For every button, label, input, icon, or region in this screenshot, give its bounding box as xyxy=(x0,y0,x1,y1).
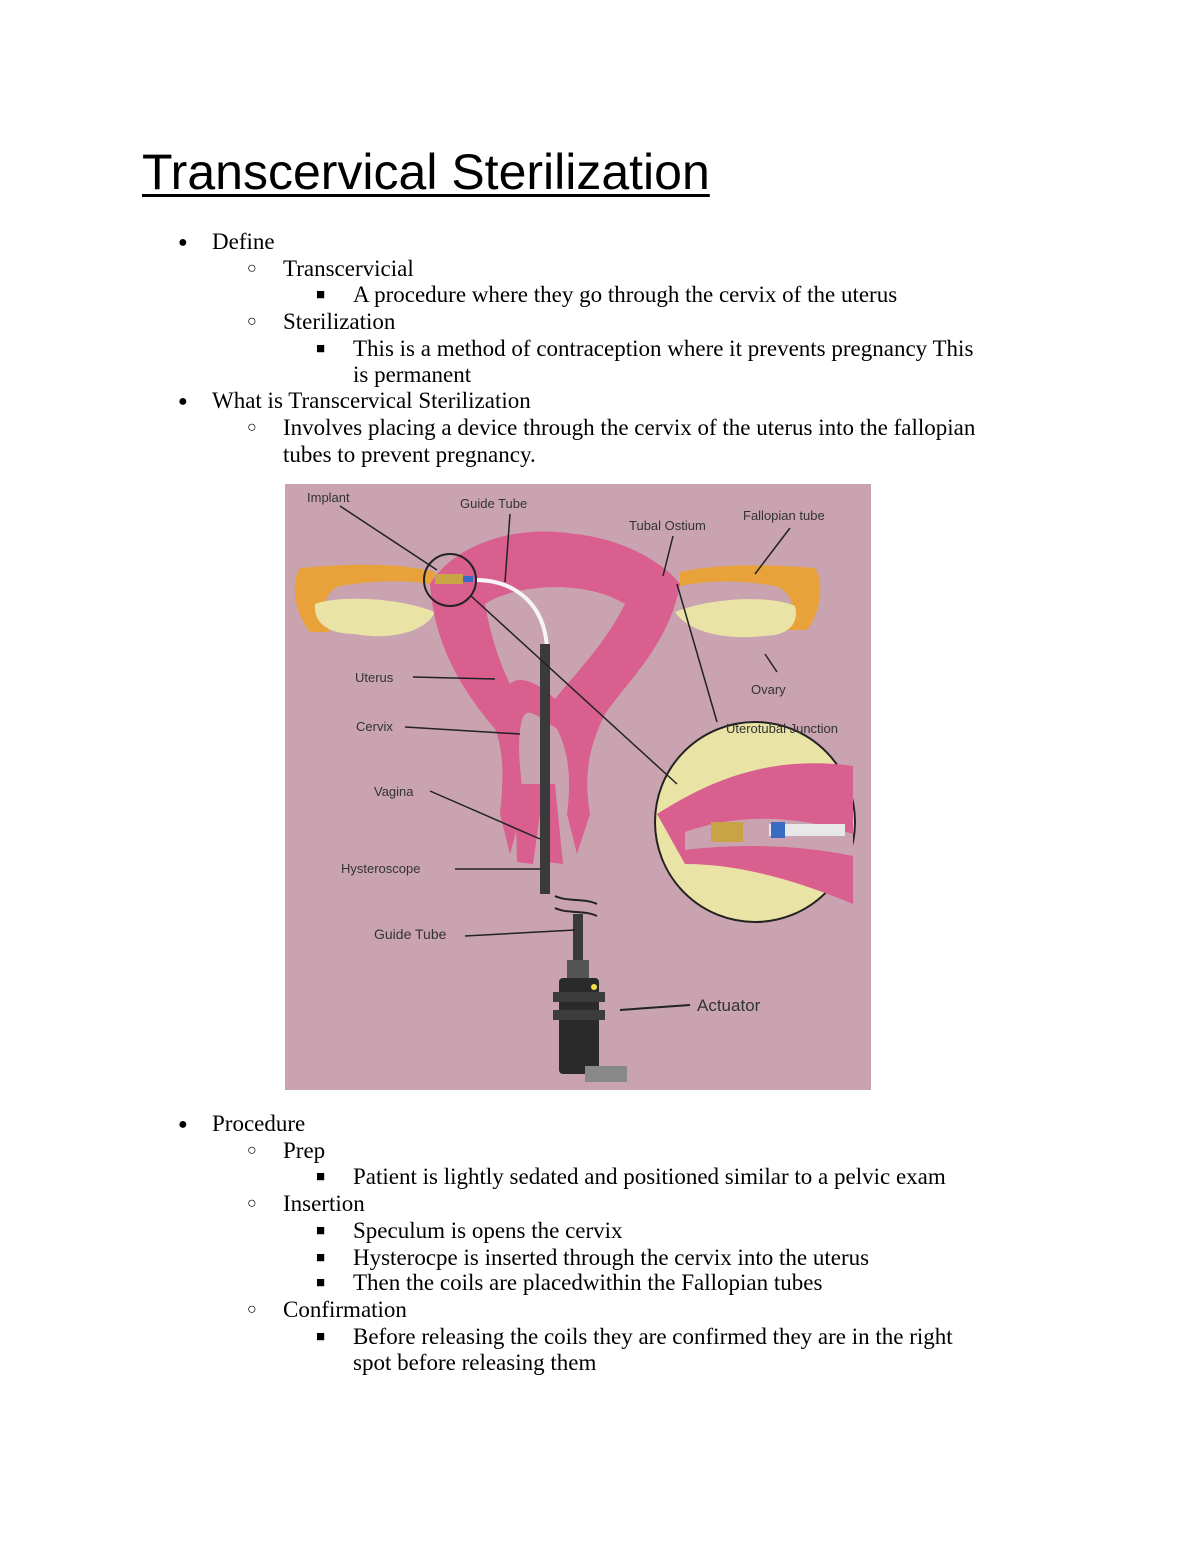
label-vagina: Vagina xyxy=(374,784,414,799)
actuator-neck xyxy=(567,960,589,978)
label-tubal-ostium: Tubal Ostium xyxy=(629,518,706,533)
bullet-marker: ■ xyxy=(316,341,326,357)
insertion-item: Hysterocpe is inserted through the cervix into the uterus xyxy=(353,1245,870,1270)
bullet-marker: ○ xyxy=(247,1195,257,1212)
label-cervix: Cervix xyxy=(356,719,393,734)
confirmation-line1: Before releasing the coils they are confirmed they are in the right xyxy=(353,1324,953,1349)
what-is-line2: tubes to prevent pregnancy. xyxy=(283,442,536,467)
bullet-marker: ■ xyxy=(316,1223,326,1239)
label-fallopian-tube: Fallopian tube xyxy=(743,508,825,523)
label-hysteroscope: Hysteroscope xyxy=(341,861,421,876)
sterilization-term: Sterilization xyxy=(283,309,396,334)
bullet-marker: ○ xyxy=(247,1301,257,1318)
sterilization-definition-line2: is permanent xyxy=(353,362,472,387)
diagram-svg xyxy=(285,484,871,1090)
insertion-heading: Insertion xyxy=(283,1191,365,1216)
sterilization-diagram xyxy=(285,484,871,1090)
confirmation-line2: spot before releasing them xyxy=(353,1350,597,1375)
define-heading: Define xyxy=(212,229,275,254)
prep-item: Patient is lightly sedated and positioned similar to a pelvic exam xyxy=(353,1164,946,1189)
guide-tube-lower xyxy=(573,914,583,964)
bullet-marker: ○ xyxy=(247,419,257,436)
bullet-marker: ■ xyxy=(316,1250,326,1266)
implant-coil xyxy=(435,574,463,584)
bullet-marker: ■ xyxy=(316,1275,326,1291)
insertion-item: Speculum is opens the cervix xyxy=(353,1218,623,1243)
bullet-marker: ■ xyxy=(316,1169,326,1185)
bullet-marker: ● xyxy=(178,1116,188,1133)
bullet-marker: ● xyxy=(178,234,188,251)
sterilization-definition-line1: This is a method of contraception where it prevents pregnancy This xyxy=(353,336,974,361)
what-is-heading: What is Transcervical Sterilization xyxy=(212,388,531,413)
transcervicial-definition: A procedure where they go through the cervix of the uterus xyxy=(353,282,898,307)
hysteroscope-shaft xyxy=(540,644,550,894)
procedure-heading: Procedure xyxy=(212,1111,306,1136)
bullet-marker: ○ xyxy=(247,260,257,277)
what-is-line1: Involves placing a device through the cervix of the uterus into the fallopian xyxy=(283,415,976,440)
actuator-ridge xyxy=(553,1010,605,1020)
label-uterus: Uterus xyxy=(355,670,394,685)
bullet-marker: ○ xyxy=(247,313,257,330)
prep-heading: Prep xyxy=(283,1138,326,1163)
transcervicial-term: Transcervicial xyxy=(283,256,414,281)
guide-tube-tip xyxy=(463,576,473,582)
label-uterotubal-junction: Uterotubal Junction xyxy=(726,721,839,736)
label-guide-tube-top: Guide Tube xyxy=(460,496,528,511)
label-ovary: Ovary xyxy=(751,682,786,697)
confirmation-heading: Confirmation xyxy=(283,1297,407,1322)
actuator-ridge xyxy=(553,992,605,1002)
zoom-implant-coil xyxy=(711,822,743,842)
label-guide-tube-bottom: Guide Tube xyxy=(374,926,447,942)
label-implant: Implant xyxy=(307,490,350,505)
actuator-indicator xyxy=(591,984,597,990)
bullet-marker: ● xyxy=(178,393,188,410)
bullet-marker: ○ xyxy=(247,1142,257,1159)
bullet-marker: ■ xyxy=(316,287,326,303)
actuator-base xyxy=(585,1066,627,1082)
label-actuator: Actuator xyxy=(697,996,761,1015)
page-title: Transcervical Sterilization xyxy=(142,144,710,200)
zoom-guide-tip xyxy=(771,822,785,838)
bullet-marker: ■ xyxy=(316,1329,326,1345)
insertion-item: Then the coils are placedwithin the Fallopian tubes xyxy=(353,1270,823,1295)
